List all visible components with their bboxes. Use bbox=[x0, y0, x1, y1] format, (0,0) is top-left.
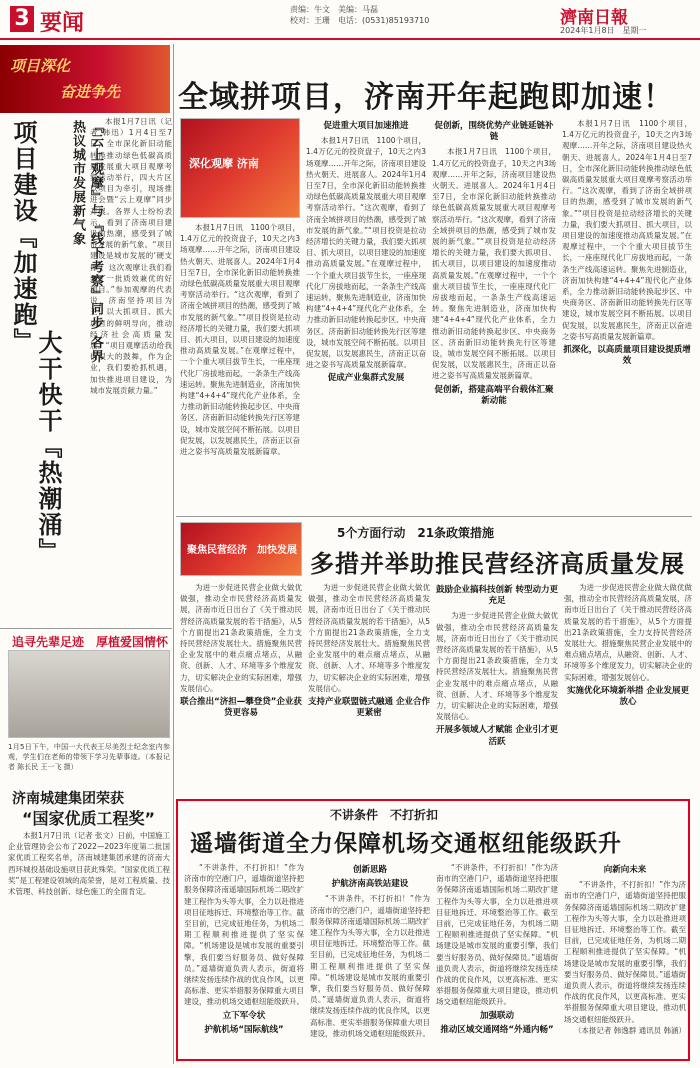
mid-story-text-3: 为进一步促进民营企业做大做优做强，推动全市民营经济高质量发展，济南市近日出台了《关于推动民营经济高质量发展的若干措施》，从5个方面提出21条政策措施，全力支持民营经济发展壮大。措施聚焦民营企业发展中的难点痛点堵点，从融资、创新、人才、环境等多个维度发力，切实解决企业的实际困难，增强发展信心。 bbox=[436, 611, 558, 722]
divider bbox=[0, 628, 172, 629]
box-story-text-4: “不讲条件，不打折扣！”作为济南市的空港门户，遥墙街道坚持把服务保障济南遥墙国际机场二期改扩建工程作为头等大事，全力以赴推进项目征地拆迁、环境整治等工作。截至目前，已完成征地任务，为机场二期工程顺利推进提供了坚实保障。“机场建设是城市发展的重要引擎，我们要当好服务员、做好保障员。”遥墙街道负责人表示，街道将继续发扬连续作战的优良作风，以更高标准、更实举措服务保障重大项目建设，推动机场交通枢纽能级跃升。 bbox=[564, 880, 686, 1024]
issue-date: 2024年1月8日 星期一 bbox=[560, 26, 647, 35]
mid-story-col4 bbox=[564, 582, 692, 794]
left-photo-caption: 1月5日下午，中国一大代表王尽美烈士纪念室内参观，学生们在老师的带领下学习先辈事迹。（本报记者 陈长民 王一飞 摄） bbox=[8, 743, 170, 771]
box-subhead-4: 护航机场“国际航线” bbox=[204, 1024, 284, 1035]
editors-line: 责编：牛文 美编：马磊 bbox=[290, 5, 378, 14]
newspaper-logo: 濟南日報 bbox=[560, 8, 628, 28]
editors-info bbox=[290, 4, 429, 26]
main-subhead-1: 促进重大项目加速推进 bbox=[323, 121, 409, 131]
left-story2-text: 本报1月7日讯（记者 张文）日前，中国施工企业管理协会公布了2022—2023年度第二批国家优质工程奖名单，济南城建集团承建的济南大西环城投基础设施项目获此殊荣。“国家优质工程奖”是工程建设领域的高荣誉，是对工程质量、技术管理、科技创新、绿色施工的全面肯定。 bbox=[8, 831, 170, 897]
main-story-text-1: 本报1月7日讯 1100个项目，1.4万亿元的投资盘子，10天之内3场观摩……开年之际，济南项目建设热火朝天、进展喜人。2024年1月4日至7日，全市深化新旧动能转换推动绿色低碳高质量发展重大项目观摩考察活动举行。“这次观摩，看到了济南全域拼项目的热潮，感受到了城市发展的新气象。”“项目投资是拉动经济增长的关键力量，我们要大抓项目、抓大项目，以项目建设的加速度推动高质量发展。”在观摩过程中，一个个重大项目拔节生长，一座座现代化厂房拔地而起，一条条生产线高速运转。聚焦先进制造业，济南加快构建“4+4+4”现代化产业体系，全力推动新旧动能转换起步区、中央商务区、济南新旧动能转换先行区等建设，城市发展空间不断拓展。以项目促发展，以发展惠民生，济南正以奋进之姿书写高质量发展新篇章。 bbox=[180, 223, 300, 457]
main-headline: 全域拼项目，济南开年起跑即加速！ bbox=[178, 80, 674, 115]
box-subhead-2: 护航济南高铁站建设 bbox=[331, 879, 409, 890]
main-story-graphic bbox=[180, 118, 300, 218]
mid-story-text-1: 为进一步促进民营企业做大做优做强，推动全市民营经济高质量发展，济南市近日出台了《关于推动民营经济高质量发展的若干措施》，从5个方面提出21条政策措施，全力支持民营经济发展壮大。措施聚焦民营企业发展中的难点痛点堵点，从融资、创新、人才、环境等多个维度发力，切实解决企业的实际困难，增强发展信心。 bbox=[180, 583, 302, 693]
masthead bbox=[0, 0, 700, 40]
mid-story-text-2: 为进一步促进民营企业做大做优做强，推动全市民营经济高质量发展，济南市近日出台了《关于推动民营经济高质量发展的若干措施》，从5个方面提出21条政策措施，全力支持民营经济发展壮大。措施聚焦民营企业发展中的难点痛点堵点，从融资、创新、人才、环境等多个维度发力，切实解决企业的实际困难，增强发展信心。 bbox=[308, 583, 430, 693]
box-story-text-3: “不讲条件，不打折扣！”作为济南市的空港门户，遥墙街道坚持把服务保障济南遥墙国际机场二期改扩建工程作为头等大事，全力以赴推进项目征地拆迁、环境整治等工作。截至目前，已完成征地任务，为机场二期工程顺利推进提供了坚实保障。“机场建设是城市发展的重要引擎，我们要当好服务员、做好保障员。”遥墙街道负责人表示，街道将继续发扬连续作战的优良作风，以更高标准、更实举措服务保障重大项目建设，推动机场交通枢纽能级跃升。 bbox=[436, 863, 558, 1007]
main-story-col3 bbox=[432, 118, 556, 512]
mid-story-label: 5个方面行动 21条政策措施 bbox=[337, 526, 495, 540]
left-story-subtitle: 『云上观摩』与『线下考察』同步 各界热议城市发展新气象 bbox=[70, 120, 103, 364]
left-story-body bbox=[90, 116, 172, 624]
main-story-text-4: 本报1月7日讯 1100个项目，1.4万亿元的投资盘子，10天之内3场观摩……开年之际，济南项目建设热火朝天、进展喜人。2024年1月4日至7日，全市深化新旧动能转换推动绿色低碳高质量发展重大项目观摩考察活动举行。“这次观摩，看到了济南全域拼项目的热潮，感受到了城市发展的新气象。”“项目投资是拉动经济增长的关键力量，我们要大抓项目、抓大项目，以项目建设的加速度推动高质量发展。”在观摩过程中，一个个重大项目拔节生长，一座座现代化厂房拔地而起，一条条生产线高速运转。聚焦先进制造业，济南加快构建“4+4+4”现代化产业体系，全力推动新旧动能转换起步区、中央商务区、济南新旧动能转换先行区等建设，城市发展空间不断拓展。以项目促发展，以发展惠民生，济南正以奋进之姿书写高质量发展新篇章。 bbox=[562, 119, 692, 341]
proof-line: 校对：王珊 电话：(0531)85193710 bbox=[290, 16, 430, 25]
banner-line1: 项目深化 bbox=[10, 57, 71, 75]
main-subhead-3: 促创新，围绕优势产业链延链补链 bbox=[434, 121, 554, 143]
banner-line2: 奋进争先 bbox=[60, 83, 121, 101]
box-story-col4 bbox=[564, 862, 686, 1056]
mid-story-headline: 多措并举助推民营经济高质量发展 bbox=[310, 550, 685, 578]
box-story-byline: （本报记者 韩逸群 通讯员 韩涵） bbox=[573, 1025, 686, 1035]
box-subhead-5: 加强联动 bbox=[479, 1010, 514, 1021]
page-number: 3 bbox=[10, 6, 34, 32]
box-story-text-1: “不讲条件，不打折扣！”作为济南市的空港门户，遥墙街道坚持把服务保障济南遥墙国际机场二期改扩建工程作为头等大事，全力以赴推进项目征地拆迁、环境整治等工作。截至目前，已完成征地任务，为机场二期工程顺利推进提供了坚实保障。“机场建设是城市发展的重要引擎，我们要当好服务员、做好保障员。”遥墙街道负责人表示，街道将继续发扬连续作战的优良作风，以更高标准、更实举措服务保障重大项目建设，推动机场交通枢纽能级跃升。 bbox=[184, 863, 304, 1007]
left-story2-body bbox=[8, 830, 170, 1062]
divider bbox=[176, 516, 692, 517]
mid-story-col3 bbox=[436, 582, 558, 794]
left-photo-headline: 追寻先辈足迹 厚植爱国情怀 bbox=[12, 635, 169, 649]
box-story-col3 bbox=[436, 862, 558, 1056]
main-story-text-3: 本报1月7日讯 1100个项目，1.4万亿元的投资盘子，10天之内3场观摩……开年之际，济南项目建设热火朝天、进展喜人。2024年1月4日至7日，全市深化新旧动能转换推动绿色低碳高质量发展重大项目观摩考察活动举行。“这次观摩，看到了济南全域拼项目的热潮，感受到了城市发展的新气象。”“项目投资是拉动经济增长的关键力量，我们要大抓项目、抓大项目，以项目建设的加速度推动高质量发展。”在观摩过程中，一个个重大项目拔节生长，一座座现代化厂房拔地而起，一条条生产线高速运转。聚焦先进制造业，济南加快构建“4+4+4”现代化产业体系，全力推动新旧动能转换起步区、中央商务区、济南新旧动能转换先行区等建设，城市发展空间不断拓展。以项目促发展，以发展惠民生，济南正以奋进之姿书写高质量发展新篇章。 bbox=[432, 147, 556, 381]
left-story-title-2: 大干快干『热潮涌』 bbox=[34, 330, 62, 564]
box-story-col1 bbox=[184, 862, 304, 1056]
left-story2-kicker: 济南城建集团荣获 bbox=[12, 791, 124, 807]
mid-subhead-3: 支持产业联盟链式融通 企业合作更紧密 bbox=[308, 697, 430, 719]
main-subhead-2: 促成产业集群式发展 bbox=[327, 373, 405, 384]
box-story-col2 bbox=[310, 862, 430, 1056]
main-graphic-tag: 深化观摩 济南 bbox=[189, 157, 259, 170]
mid-story-graphic bbox=[180, 522, 302, 576]
left-story2-headline: “国家优质工程奖” bbox=[22, 809, 156, 828]
box-story-label: 不讲条件 不打折扣 bbox=[330, 808, 439, 822]
column-rule bbox=[173, 44, 174, 1064]
box-subhead-6: 推动区域交通网络“外通内畅” bbox=[440, 1024, 554, 1035]
left-banner-image bbox=[0, 45, 170, 113]
box-story-headline: 遥墙街道全力保障机场交通枢纽能级跃升 bbox=[190, 831, 622, 857]
left-story-text: 本报1月7日讯（记者 韩迅）1月4日至7日，全市深化新旧动能转换推动绿色低碳高质量发展重大项目观摩考察活动举行，四大片区以项目为牵引，现场推进会暨“云上观摩”同步开展。各界人士纷纷表示，看到了济南项目建设的热潮，感受到了城市发展的新气象。“项目建设是城市发展的‘硬支撑’，这次观摩让我们看到了一批质效兼优的好项目。”参加观摩的代表说，济南坚持项目为王，以大抓项目、抓大项目的鲜明导向，推动经济社会高质量发展。“项目观摩活动给我们很大的鼓舞，作为企业，我们要抢抓机遇，加快推进项目建设，为城市发展贡献力量。” bbox=[90, 117, 172, 395]
main-story-col2 bbox=[306, 118, 426, 512]
main-subhead-5: 抓深化，以高质量项目建设提质增效 bbox=[563, 345, 691, 367]
main-story-col1 bbox=[180, 222, 300, 512]
mid-subhead-4: 开展多领域人才赋能 企业引才更活跃 bbox=[436, 725, 558, 747]
mid-graphic-tag: 聚焦民营经济 加快发展 bbox=[187, 545, 297, 556]
mid-story-col1 bbox=[180, 582, 302, 794]
box-subhead-7: 向新向未来 bbox=[603, 865, 647, 875]
left-story-title-1: 项目建设『加速跑』 bbox=[9, 120, 37, 354]
box-subhead-1: 创新思路 bbox=[352, 865, 387, 875]
main-story-col4 bbox=[562, 118, 692, 512]
mid-story-col2 bbox=[308, 582, 430, 794]
box-story-text-2: “不讲条件，不打折扣！”作为济南市的空港门户，遥墙街道坚持把服务保障济南遥墙国际机场二期改扩建工程作为头等大事，全力以赴推进项目征地拆迁、环境整治等工作。截至目前，已完成征地任务，为机场二期工程顺利推进提供了坚实保障。“机场建设是城市发展的重要引擎，我们要当好服务员、做好保障员。”遥墙街道负责人表示，街道将继续发扬连续作战的优良作风，以更高标准、更实举措服务保障重大项目建设，推动机场交通枢纽能级跃升。 bbox=[310, 894, 430, 1038]
left-photo bbox=[8, 650, 170, 738]
main-story-text-2: 本报1月7日讯 1100个项目，1.4万亿元的投资盘子，10天之内3场观摩……开年之际，济南项目建设热火朝天、进展喜人。2024年1月4日至7日，全市深化新旧动能转换推动绿色低碳高质量发展重大项目观摩考察活动举行。“这次观摩，看到了济南全域拼项目的热潮，感受到了城市发展的新气象。”“项目投资是拉动经济增长的关键力量，我们要大抓项目、抓大项目，以项目建设的加速度推动高质量发展。”在观摩过程中，一个个重大项目拔节生长，一座座现代化厂房拔地而起，一条条生产线高速运转。聚焦先进制造业，济南加快构建“4+4+4”现代化产业体系，全力推动新旧动能转换起步区、中央商务区、济南新旧动能转换先行区等建设，城市发展空间不断拓展。以项目促发展，以发展惠民生，济南正以奋进之姿书写高质量发展新篇章。 bbox=[306, 136, 426, 370]
section-title: 要闻 bbox=[40, 11, 85, 36]
mid-subhead-1: 联合推出“济担—攀登贷”企业获贷更容易 bbox=[180, 697, 302, 719]
main-subhead-4: 促创新，搭建高端平台载体汇聚新动能 bbox=[434, 384, 554, 406]
mid-subhead-2: 鼓励企业搞科技创新 转型动力更充足 bbox=[436, 585, 558, 607]
mid-story-text-4: 为进一步促进民营企业做大做优做强，推动全市民营经济高质量发展，济南市近日出台了《关于推动民营经济高质量发展的若干措施》，从5个方面提出21条政策措施，全力支持民营经济发展壮大。措施聚焦民营企业发展中的难点痛点堵点，从融资、创新、人才、环境等多个维度发力，切实解决企业的实际困难，增强发展信心。 bbox=[564, 583, 692, 682]
box-subhead-3: 立下军令状 bbox=[222, 1010, 266, 1021]
mid-subhead-5: 实施优化环境新举措 企业发展更放心 bbox=[567, 685, 689, 708]
